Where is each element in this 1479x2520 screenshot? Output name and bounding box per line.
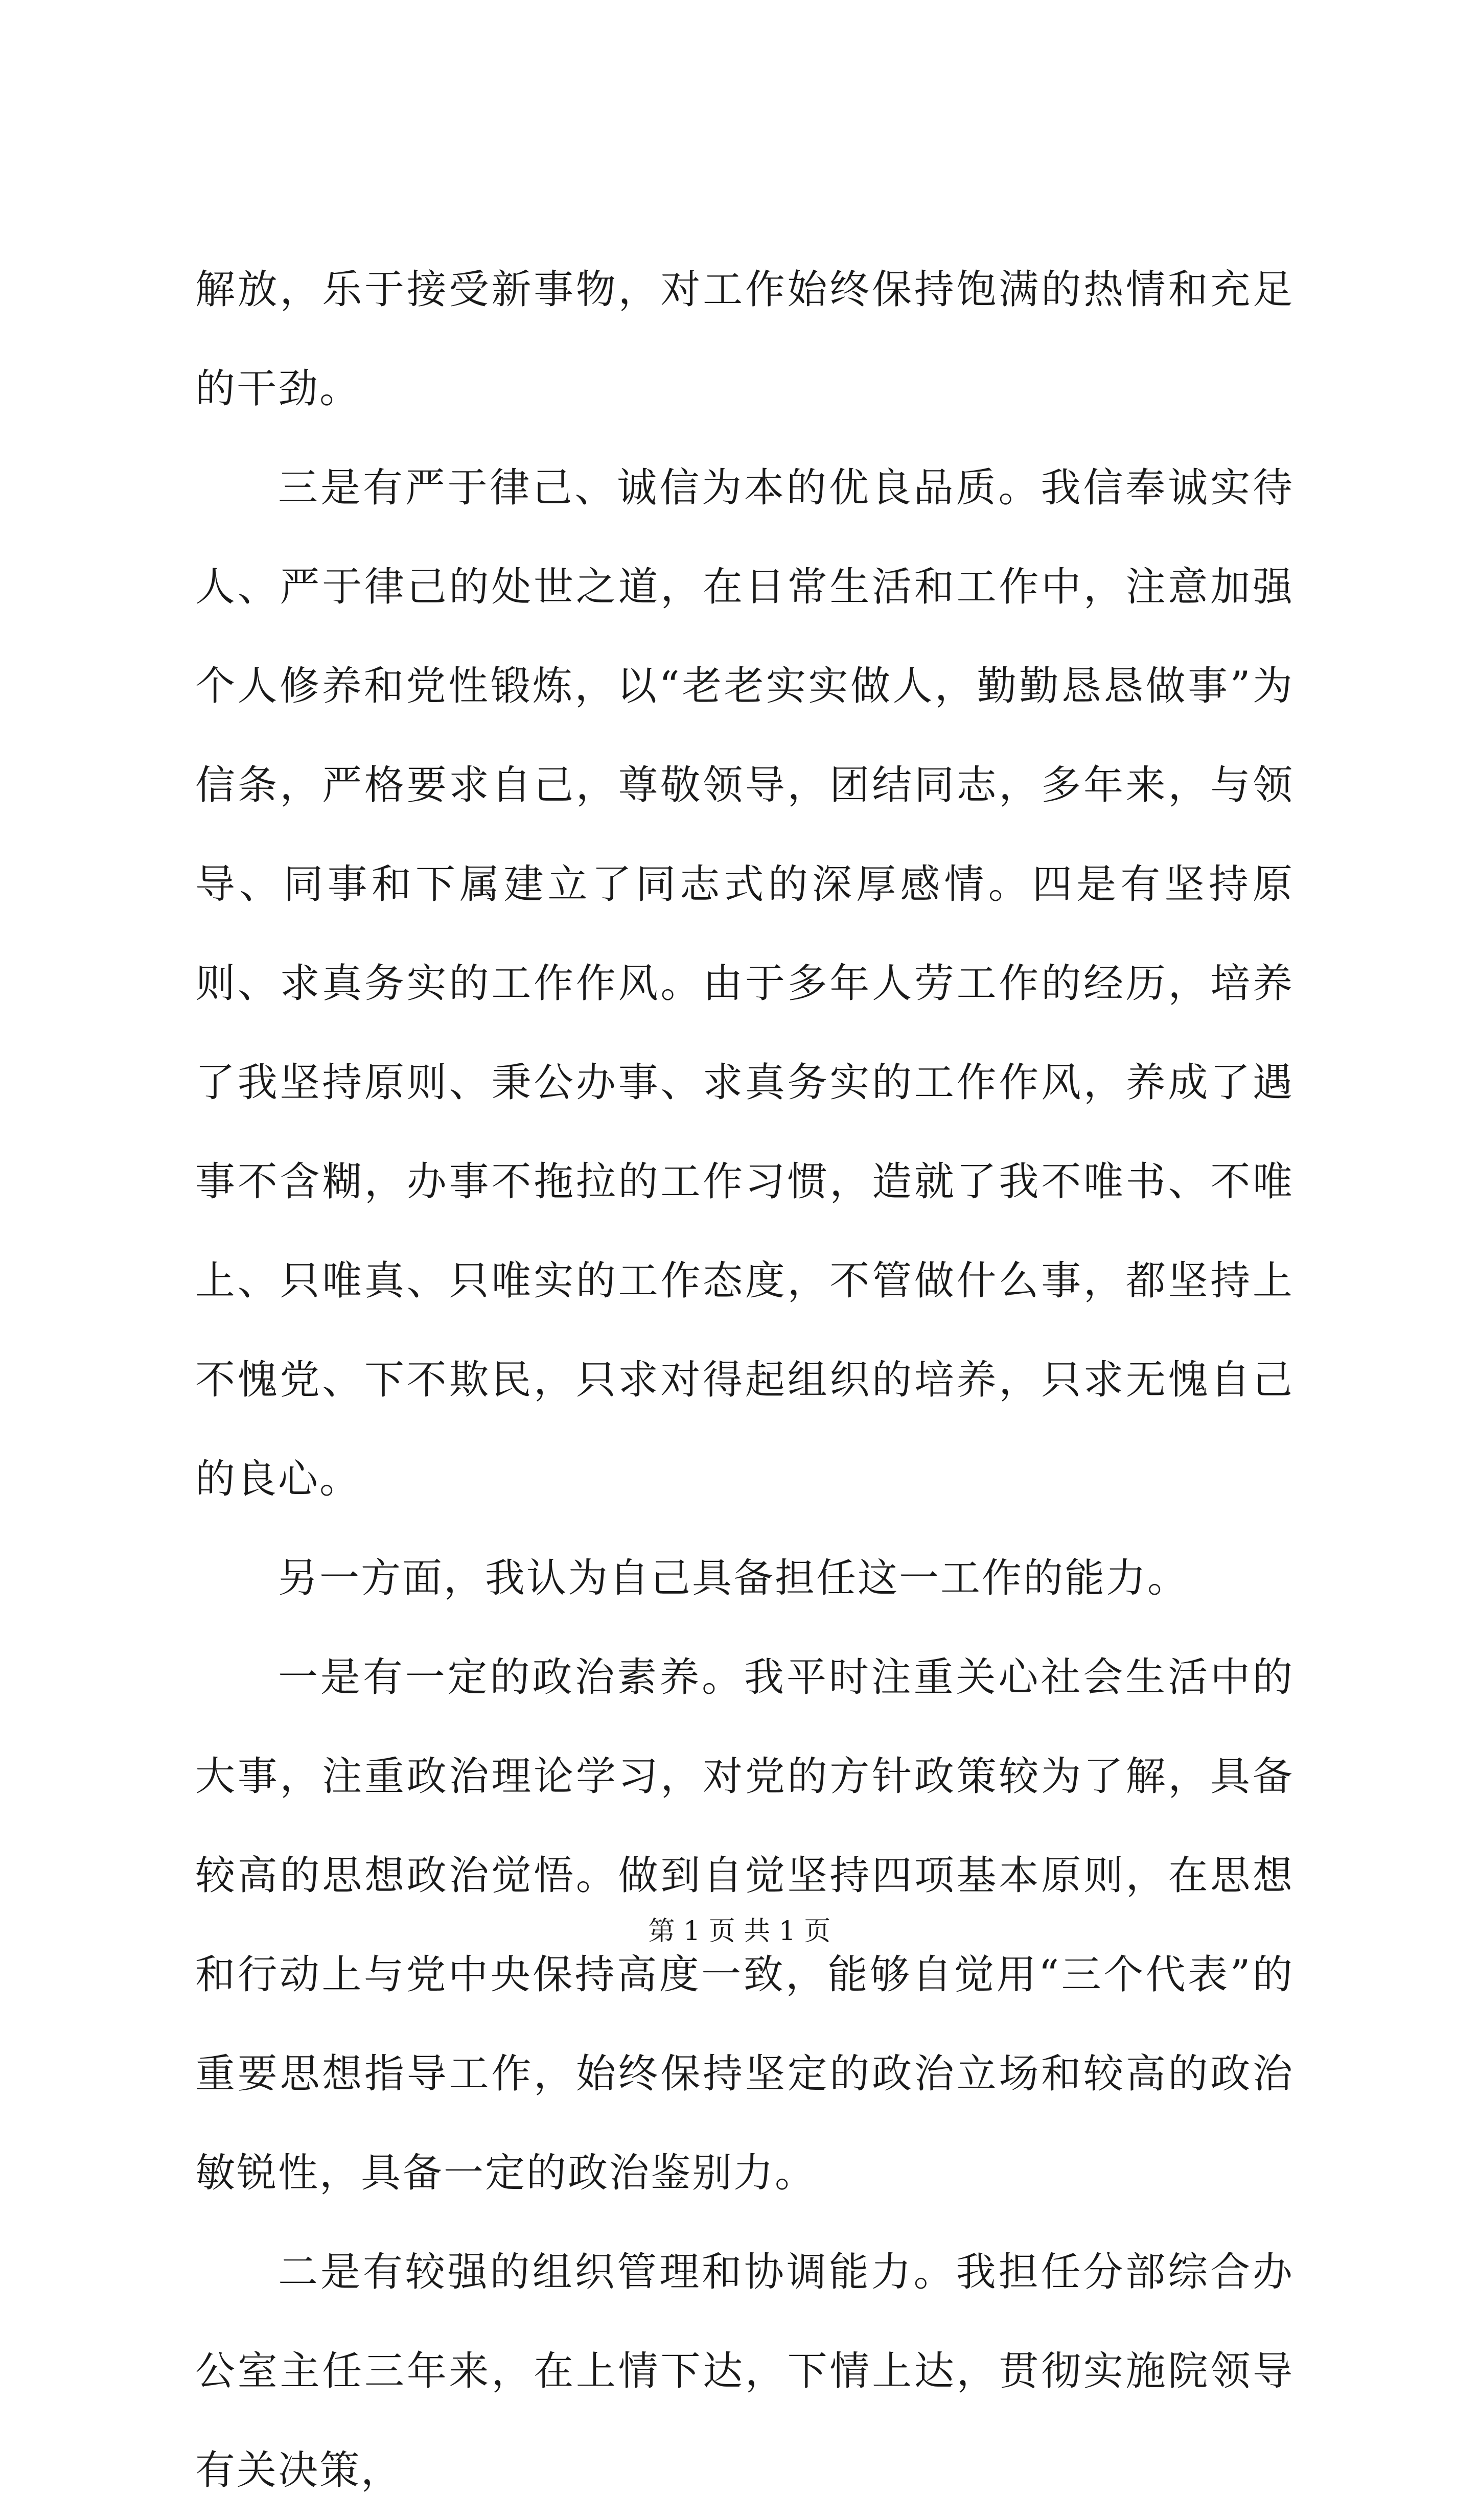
- paragraph-integrity: 三是有严于律己、诚信为本的优良品质。我信奉诚实待人、严于律己的处世之道，在日常生活和工作中，注意加强个人修养和党性锻炼，以“老老实实做人，勤勤恳恳做事”为信条，严格要求自己，尊敬领导，团结同志，多年来，与领导、同事和下属建立了同志式的深厚感情。四是有坚持原则、求真务实的工作作风。由于多年人劳工作的经历，培养了我坚持原则、秉公办事、求真务实的工作作风，养成了遇事不含糊，办事不拖拉的工作习惯，造就了我不唯书、不唯上、只唯真、只唯实的工作态度，不管做什么事，都坚持上不愧党、下不欺民，只求对得起组织的培养，只求无愧自己的良心。: [195, 465, 1294, 1502]
- paragraph-management-ability: 二是有较强的组织管理和协调能力。我担任分部综合办公室主任三年来，在上情下达，下情上达，贯彻实施院领导有关决策，: [195, 2249, 1294, 2493]
- document-body: [195, 240, 1294, 2520]
- paragraph-ability-intro: 另一方面，我认为自己具备担任这一工作的能力。: [278, 1555, 1189, 1601]
- paragraph-continuation: 解放，乐于接受新事物，对工作始终保持饱满的热情和充足的干劲。: [195, 267, 1294, 412]
- paragraph-political-quality: 一是有一定的政治素养。我平时注重关心社会生活中的大事，注重政治理论学习，对党的方针政策较为了解，具备较高的思想政治觉悟。做到自觉坚持四项基本原则，在思想和行动上与党中央保持高度一致，能够自觉用“三个代表”的重要思想指导工作，始终保持坚定的政治立场和较高的政治敏锐性，具备一定的政治鉴别力。: [195, 1654, 1294, 2196]
- page-footer: 第 1 页 共 1 页: [648, 1916, 831, 1947]
